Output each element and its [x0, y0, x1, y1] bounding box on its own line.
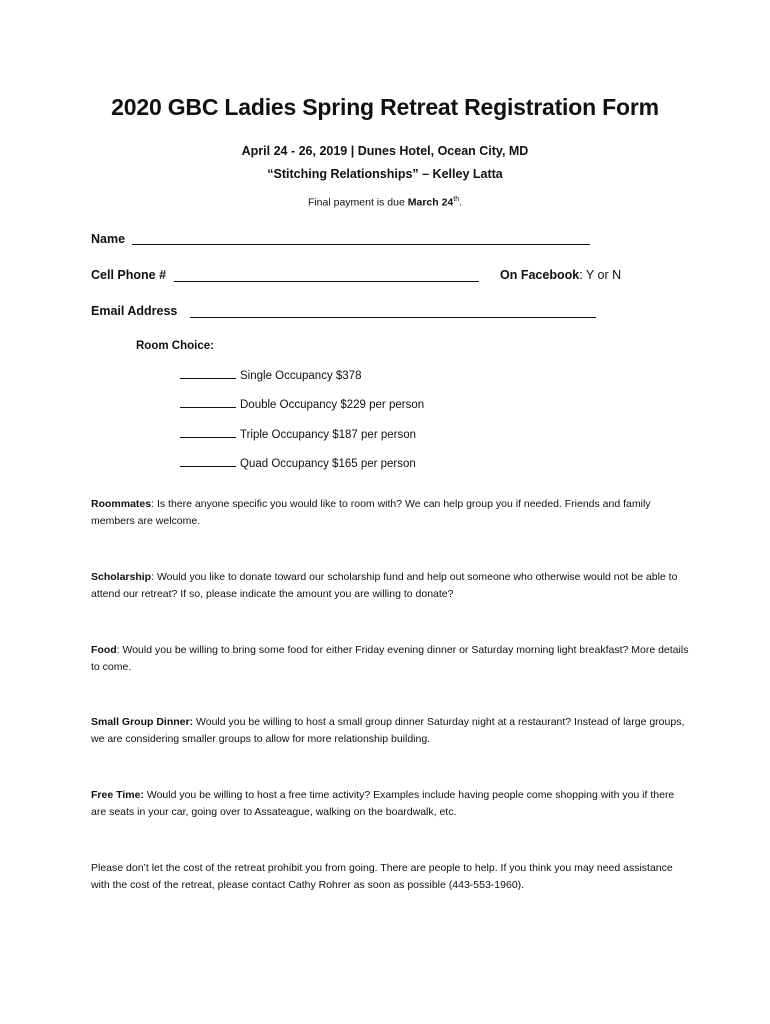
payment-date: March 24 [407, 196, 454, 209]
email-label: Email Address [91, 304, 178, 318]
room-option-quad [180, 456, 416, 470]
facebook-sep: : [579, 268, 586, 282]
section-heading: Scholarship [91, 571, 152, 583]
section-sep: : [151, 498, 157, 510]
event-details: April 24 - 26, 2019 | Dunes Hotel, Ocean City, MD [241, 144, 529, 158]
payment-date-suffix: th [453, 196, 460, 203]
facebook-label: On Facebook [500, 268, 580, 282]
section-heading: Roommates [91, 498, 152, 510]
room-choice-label: Room Choice: [136, 340, 214, 352]
section-sep: : [151, 571, 157, 583]
room-option-blank[interactable] [180, 456, 236, 467]
scholarship-section [91, 569, 691, 603]
cell-phone-label: Cell Phone # [91, 268, 167, 282]
section-text: Would you like to donate toward our scholarship fund and help out someone who otherwise would not be able to attend our retreat? If so, please indicate the amount you are willing to donate? [91, 571, 678, 600]
room-option-label: Triple Occupancy $187 per person [240, 429, 417, 441]
facebook-question [500, 268, 621, 282]
payment-note [0, 196, 770, 209]
name-label: Name [91, 232, 126, 246]
food-section [91, 642, 691, 676]
section-heading: Small Group Dinner: [91, 716, 194, 728]
section-heading: Food [91, 644, 117, 656]
section-text: Would you be willing to host a small group dinner Saturday night at a restaurant? Instead of large groups, we are considering smaller groups to allow for more relationship building. [91, 716, 685, 745]
email-field[interactable] [190, 317, 596, 318]
room-option-blank[interactable] [180, 427, 236, 438]
room-option-label: Quad Occupancy $165 per person [240, 458, 416, 470]
room-option-double [180, 397, 424, 411]
room-option-label: Single Occupancy $378 [240, 370, 362, 382]
form-title: 2020 GBC Ladies Spring Retreat Registration Form [111, 94, 659, 120]
room-option-label: Double Occupancy $229 per person [240, 399, 425, 411]
roommates-section [91, 496, 691, 530]
room-option-triple [180, 427, 416, 441]
event-theme: “Stitching Relationships” – Kelley Latta [267, 167, 503, 181]
section-sep: : [116, 644, 123, 656]
payment-end: . [459, 196, 463, 209]
payment-prefix: Final payment is due [307, 196, 408, 209]
section-text: Would you be willing to host a free time activity? Examples include having people come shopping with you if there are seats in your car, going over to Assateague, walking on the boardwalk, etc. [91, 789, 675, 818]
closing-note: Please don’t let the cost of the retreat prohibit you from going. There are people to help. If you think you may need assistance with the cost of the retreat, please contact Cathy Rohrer as soon as possible (443-553-1960). [91, 862, 673, 891]
section-text: Would you be willing to bring some food for either Friday evening dinner or Saturday morning light breakfast? More details to come. [91, 644, 689, 673]
free-time-section [91, 787, 691, 821]
section-text: Is there anyone specific you would like to room with? We can help group you if needed. Friends and family members are welcome. [91, 498, 651, 527]
small-group-dinner-section [91, 714, 691, 748]
room-option-blank[interactable] [180, 397, 236, 408]
cell-phone-field[interactable] [174, 281, 479, 282]
facebook-options[interactable]: Y or N [585, 268, 622, 282]
name-field[interactable] [132, 244, 590, 245]
room-option-single [180, 368, 361, 382]
room-option-blank[interactable] [180, 368, 236, 379]
section-heading: Free Time: [91, 789, 144, 801]
